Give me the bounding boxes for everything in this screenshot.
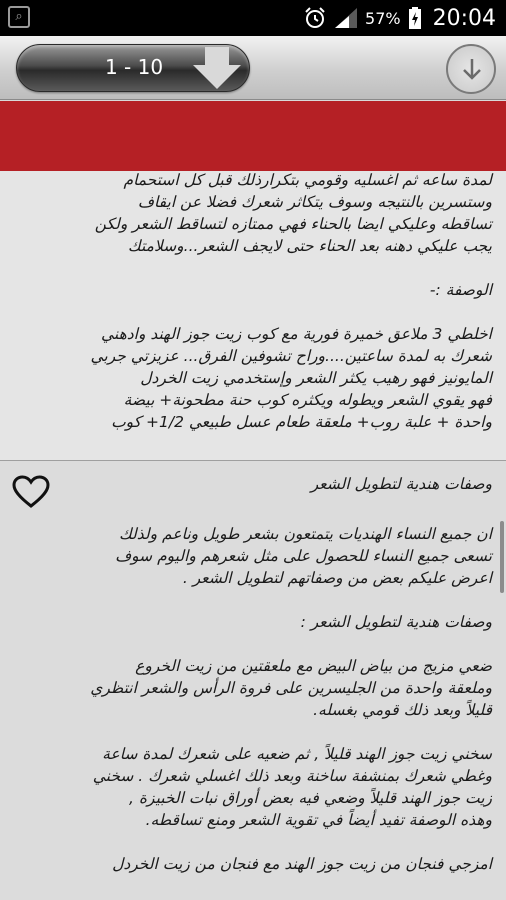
scrollbar[interactable] bbox=[500, 521, 504, 593]
article-paragraph: وصفات هندية لتطويل الشعر : bbox=[300, 613, 492, 631]
content-list[interactable] bbox=[0, 171, 506, 900]
article-paragraph: اخلطي 3 ملاعق خميرة فورية مع كوب زيت جوز الهند وادهني شعرك به لمدة ساعتين....وراح تشوفين الفرق... عزيزتي جربي المايونيز فهو رهيب يكثر الشعر وإستخدمي زيت الخردل فهو يقوي الشعر ويطوله ويكثره كوب حنة مطحونة+ بيضة واحدة + علبة روب+ ملعقة طعام عسل طبيعي 1/2+ كوب bbox=[90, 325, 492, 431]
battery-charging-icon bbox=[409, 7, 421, 29]
article-paragraph: ضعي مزيج من بياض البيض مع ملعقتين من زيت الخروع وملعقة واحدة من الجليسرين على فروة الرأس والشعر انتظري قليلاً وبعد ذلك قومي بغسله. bbox=[90, 657, 492, 719]
search-notification-icon: ⌕ bbox=[8, 6, 30, 28]
pager-button[interactable] bbox=[16, 44, 250, 92]
toolbar bbox=[0, 36, 506, 100]
status-bar-right bbox=[303, 0, 496, 36]
heart-favorite-icon[interactable] bbox=[12, 475, 50, 509]
article-paragraph: ان جميع النساء الهنديات يتمتعون بشعر طويل وناعم ولذلك تسعى جميع النساء للحصول على مثل شعرهم واليوم سوف اعرض عليكم بعض من وصفاتهم لتطويل الشعر . bbox=[115, 525, 492, 587]
download-icon bbox=[459, 56, 485, 84]
download-button[interactable] bbox=[446, 44, 496, 94]
alarm-clock-icon bbox=[303, 6, 327, 30]
article-paragraph: لمدة ساعه ثم اغسليه وقومي بتكرارذلك قبل كل استحمام وستسرين بالنتيجه وسوف يتكاثر شعرك فضلا عن ايقاف تساقطه وعليكي ايضا بالحناء فهي ممتازه لتساقط الشعر ولكن يجب عليكي دهنه بعد الحناء حتى لايجف الشعر...وسلامتك bbox=[94, 171, 492, 255]
article-paragraph: امزجي فنجان من زيت جوز الهند مع فنجان من زيت الخردل bbox=[112, 855, 492, 873]
status-bar bbox=[0, 0, 506, 36]
arrow-down-icon bbox=[189, 45, 245, 93]
list-item[interactable] bbox=[0, 171, 506, 461]
article-title: وصفات هندية لتطويل الشعر bbox=[310, 475, 492, 493]
article-paragraph: سخني زيت جوز الهند قليلاً , ثم ضعيه على شعرك لمدة ساعة وغطي شعرك بمنشفة ساخنة وبعد ذلك اغسلي شعرك . سخني زيت جوز الهند قليلاً وضعي فيه بعض أوراق نبات الخبيزة , وهذه الوصفة تفيد أيضاً في تقوية الشعر ومنع تساقطه. bbox=[92, 745, 492, 829]
list-item[interactable] bbox=[0, 461, 506, 900]
article-paragraph: الوصفة :- bbox=[429, 281, 492, 299]
ad-banner[interactable] bbox=[0, 101, 506, 171]
signal-strength-icon bbox=[335, 8, 357, 28]
clock: 20:04 bbox=[432, 5, 496, 31]
article-header bbox=[14, 473, 492, 509]
battery-percent: 57% bbox=[365, 8, 401, 28]
pager-label: 1 - 10 bbox=[104, 55, 164, 79]
